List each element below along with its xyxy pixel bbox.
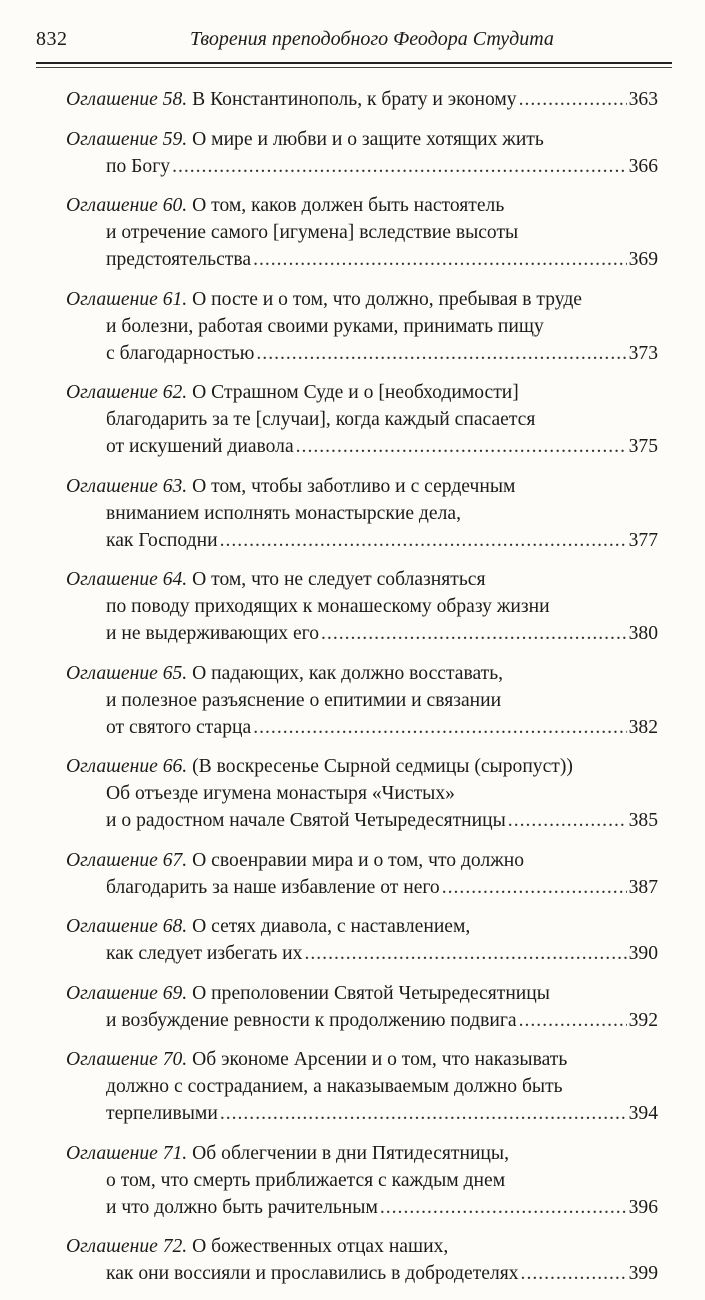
toc-entry-line-text xyxy=(106,433,294,460)
toc-entry-line-text xyxy=(106,1170,505,1191)
toc-entry-line-text xyxy=(106,714,251,741)
toc-entry-line xyxy=(66,807,658,834)
toc-entry-label: Оглашение 71. xyxy=(66,1142,188,1164)
toc-entry-line-text xyxy=(106,153,170,180)
toc-entry-label: Оглашение 60. xyxy=(66,195,188,216)
toc-entry-title: и о радостном начале Святой Четыредесятницы xyxy=(106,810,506,831)
toc-entry-line xyxy=(66,1100,658,1127)
toc-entry-line-text xyxy=(106,783,455,804)
toc-entry-line xyxy=(66,340,658,367)
toc-page-number: 363 xyxy=(628,89,658,110)
toc-entry xyxy=(66,473,658,554)
dot-leader xyxy=(253,714,626,741)
toc-entry-line-text xyxy=(106,1076,563,1097)
toc-entry-line-text xyxy=(106,409,535,430)
toc-entry-line xyxy=(66,780,658,807)
dot-leader xyxy=(519,1007,627,1034)
toc-entry-line xyxy=(66,874,658,901)
toc-page-number: 382 xyxy=(628,716,658,738)
dot-leader xyxy=(296,433,627,460)
toc-entry xyxy=(66,86,658,113)
toc-entry-line-text xyxy=(106,1260,519,1287)
toc-entry-line-text xyxy=(66,86,517,113)
toc-entry-line xyxy=(66,714,658,741)
toc-entry xyxy=(66,1140,658,1221)
toc-entry-line-text xyxy=(106,1194,378,1221)
toc-entry-line xyxy=(66,1007,658,1034)
toc-entry-title: и возбуждение ревности к продолжению подвига xyxy=(106,1009,517,1031)
toc-entry-title: (В воскресенье Сырной седмицы (сыропуст)) xyxy=(192,756,573,777)
toc-entry-line-text xyxy=(106,527,218,554)
toc-entry-line-text xyxy=(106,246,251,273)
dot-leader xyxy=(220,1100,627,1127)
toc-entry-label: Оглашение 62. xyxy=(66,382,188,403)
toc-entry-title: О сетях диавола, с наставлением, xyxy=(192,916,471,937)
toc-entry xyxy=(66,286,658,367)
toc-entry-title: В Константинополь, к брату и эконому xyxy=(192,89,517,110)
toc-entry-label: Оглашение 64. xyxy=(66,569,188,590)
toc-page-number: 396 xyxy=(628,1196,658,1218)
toc-entry-line xyxy=(66,500,658,527)
toc-entry-title: терпеливыми xyxy=(106,1103,218,1124)
toc-entry-line xyxy=(66,687,658,714)
toc-entry-label: Оглашение 63. xyxy=(66,475,188,497)
toc-entry-line-text xyxy=(66,129,544,150)
toc-entry-title: О том, каков должен быть настоятель xyxy=(192,195,505,216)
dot-leader xyxy=(256,340,626,367)
toc-entry-line xyxy=(66,1233,658,1260)
toc-entry-line-text xyxy=(106,1100,218,1127)
toc-page-number: 366 xyxy=(628,155,658,177)
toc-entry-line-text xyxy=(106,1007,517,1034)
toc-entry-title: как они воссияли и прославились в добродетелях xyxy=(106,1263,519,1284)
toc-entry-line xyxy=(66,940,658,967)
toc-entry-label: Оглашение 61. xyxy=(66,288,188,310)
toc-entry-line xyxy=(66,593,658,620)
toc-entry-title: предстоятельства xyxy=(106,249,252,270)
toc-entry-title: О преполовении Святой Четыредесятницы xyxy=(192,982,550,1004)
toc-page-number: 390 xyxy=(628,943,658,964)
toc-entry xyxy=(66,913,658,967)
toc-entry-label: Оглашение 65. xyxy=(66,662,188,684)
toc-page-number: 380 xyxy=(628,623,658,644)
dot-leader xyxy=(380,1194,627,1221)
toc-entry-line-text xyxy=(106,690,501,711)
toc-page-number: 375 xyxy=(628,436,658,457)
toc-entry-label: Оглашение 59. xyxy=(66,128,188,150)
toc-entry-label: Оглашение 68. xyxy=(66,916,188,937)
toc-entry-title: и полезное разъяснение о епитимии и связании xyxy=(106,689,502,711)
toc-entry xyxy=(66,753,658,834)
toc-entry-line xyxy=(66,192,658,219)
toc-entry-line xyxy=(66,527,658,554)
dot-leader xyxy=(253,246,627,273)
toc-entry-line-text xyxy=(66,289,582,310)
toc-entry-line-text xyxy=(106,807,506,834)
toc-entry-label: Оглашение 67. xyxy=(66,849,188,871)
toc-entry-title: О том, чтобы заботливо и с сердечным xyxy=(192,475,516,497)
toc-entry-line xyxy=(66,1073,658,1100)
toc-entry-line xyxy=(66,406,658,433)
toc-entry-title: должно с состраданием, а наказываемым должно быть xyxy=(106,1076,563,1097)
toc-entry-line xyxy=(66,286,658,313)
toc-entry-title: Об отъезде игумена монастыря «Чистых» xyxy=(106,783,455,804)
toc-entry-line-text xyxy=(66,663,503,684)
toc-entry-title: благодарить за те [случаи], когда каждый спасается xyxy=(106,409,536,430)
toc-entry-line-text xyxy=(66,1049,567,1070)
running-title: Творения преподобного Феодора Студита xyxy=(190,28,554,50)
toc-entry xyxy=(66,1046,658,1127)
toc-entry xyxy=(66,1233,658,1287)
table-of-contents xyxy=(66,86,658,1300)
toc-entry-line xyxy=(66,379,658,406)
toc-page-number: 385 xyxy=(628,810,658,831)
toc-entry-line xyxy=(66,473,658,500)
page-number: 832 xyxy=(36,28,68,50)
toc-entry-line-text xyxy=(106,620,319,647)
toc-entry-line xyxy=(66,1140,658,1167)
dot-leader xyxy=(304,940,626,967)
toc-entry-label: Оглашение 70. xyxy=(66,1049,188,1070)
toc-entry-line-text xyxy=(106,596,550,617)
toc-page-number: 377 xyxy=(628,529,658,551)
toc-entry-line xyxy=(66,753,658,780)
dot-leader xyxy=(442,874,627,901)
toc-entry-line xyxy=(66,566,658,593)
toc-entry-title: по поводу приходящих к монашескому образу жизни xyxy=(106,596,550,617)
toc-entry-line xyxy=(66,1260,658,1287)
toc-entry-title: и что должно быть рачительным xyxy=(106,1196,378,1218)
toc-entry-line-text xyxy=(66,983,550,1004)
toc-entry-line-text xyxy=(106,340,254,367)
toc-entry-title: О посте и о том, что должно, пребывая в труде xyxy=(192,288,582,310)
toc-entry-line xyxy=(66,660,658,687)
toc-entry xyxy=(66,660,658,741)
toc-entry xyxy=(66,192,658,273)
toc-entry-line-text xyxy=(66,382,519,403)
toc-entry-title: О своенравии мира и о том, что должно xyxy=(192,849,525,871)
toc-entry-line xyxy=(66,847,658,874)
toc-entry-line xyxy=(66,153,658,180)
toc-entry xyxy=(66,980,658,1034)
toc-entry-line-text xyxy=(106,503,461,524)
toc-entry-line xyxy=(66,246,658,273)
toc-entry-title: по Богу xyxy=(106,155,171,177)
toc-entry-title: о том, что смерть приближается с каждым днем xyxy=(106,1169,506,1191)
toc-page-number: 369 xyxy=(628,249,658,270)
toc-entry-line xyxy=(66,313,658,340)
toc-entry-line xyxy=(66,980,658,1007)
toc-entry-title: от искушений диавола xyxy=(106,436,294,457)
toc-entry-line xyxy=(66,433,658,460)
toc-entry-title: Об экономе Арсении и о том, что наказывать xyxy=(192,1049,568,1070)
toc-page-number: 399 xyxy=(628,1263,658,1284)
dot-leader xyxy=(321,620,627,647)
toc-entry-title: О божественных отцах наших, xyxy=(192,1236,449,1257)
toc-entry-line-text xyxy=(106,940,302,967)
toc-entry-line xyxy=(66,620,658,647)
toc-entry-label: Оглашение 72. xyxy=(66,1236,188,1257)
toc-entry-label: Оглашение 69. xyxy=(66,982,188,1004)
toc-entry-title: как Господни xyxy=(106,529,218,551)
toc-entry-line xyxy=(66,1194,658,1221)
toc-entry-line-text xyxy=(66,569,486,590)
toc-entry-line-text xyxy=(106,316,544,337)
toc-entry-title: и не выдерживающих его xyxy=(106,623,320,644)
toc-entry-title: вниманием исполнять монастырские дела, xyxy=(106,502,461,524)
toc-page-number: 387 xyxy=(628,876,658,898)
toc-entry xyxy=(66,379,658,460)
toc-page-number: 392 xyxy=(628,1009,658,1031)
toc-page-number: 373 xyxy=(628,342,658,364)
toc-entry-title: О мире и любви и о защите хотящих жить xyxy=(192,128,544,150)
dot-leader xyxy=(519,86,627,113)
toc-entry xyxy=(66,566,658,647)
toc-entry-line-text xyxy=(106,222,518,243)
header-rule-thick xyxy=(36,62,672,64)
toc-entry-title: благодарить за наше избавление от него xyxy=(106,876,440,898)
toc-entry-line-text xyxy=(66,850,524,871)
toc-entry-title: О падающих, как должно восставать, xyxy=(192,662,504,684)
toc-entry-line-text xyxy=(66,195,504,216)
dot-leader xyxy=(172,153,627,180)
toc-entry-line-text xyxy=(106,874,440,901)
toc-entry-title: О том, что не следует соблазняться xyxy=(192,569,486,590)
dot-leader xyxy=(521,1260,627,1287)
page-header xyxy=(36,28,672,58)
toc-entry-label: Оглашение 58. xyxy=(66,89,188,110)
dot-leader xyxy=(508,807,627,834)
header-rule-thin xyxy=(36,67,672,68)
toc-entry-label: Оглашение 66. xyxy=(66,756,188,777)
toc-entry-line xyxy=(66,86,658,113)
toc-entry-title: и отречение самого [игумена] вследствие высоты xyxy=(106,222,519,243)
toc-entry-line-text xyxy=(66,756,573,777)
toc-entry-line xyxy=(66,913,658,940)
toc-entry-title: О Страшном Суде и о [необходимости] xyxy=(192,382,519,403)
toc-entry-title: от святого старца xyxy=(106,716,252,738)
toc-entry xyxy=(66,847,658,901)
toc-entry-title: с благодарностью xyxy=(106,342,255,364)
toc-entry-line-text xyxy=(66,1236,448,1257)
toc-entry-line xyxy=(66,219,658,246)
toc-entry-line-text xyxy=(66,916,470,937)
toc-entry-line xyxy=(66,126,658,153)
toc-page-number: 394 xyxy=(628,1103,658,1124)
toc-entry-line xyxy=(66,1046,658,1073)
dot-leader xyxy=(220,527,627,554)
toc-entry-title: Об облегчении в дни Пятидесятницы, xyxy=(192,1142,509,1164)
toc-entry-title: и болезни, работая своими руками, принимать пищу xyxy=(106,315,544,337)
toc-entry-line xyxy=(66,1167,658,1194)
toc-entry xyxy=(66,126,658,180)
toc-entry-line-text xyxy=(66,476,515,497)
toc-entry-line-text xyxy=(66,1143,509,1164)
toc-entry-title: как следует избегать их xyxy=(106,943,303,964)
